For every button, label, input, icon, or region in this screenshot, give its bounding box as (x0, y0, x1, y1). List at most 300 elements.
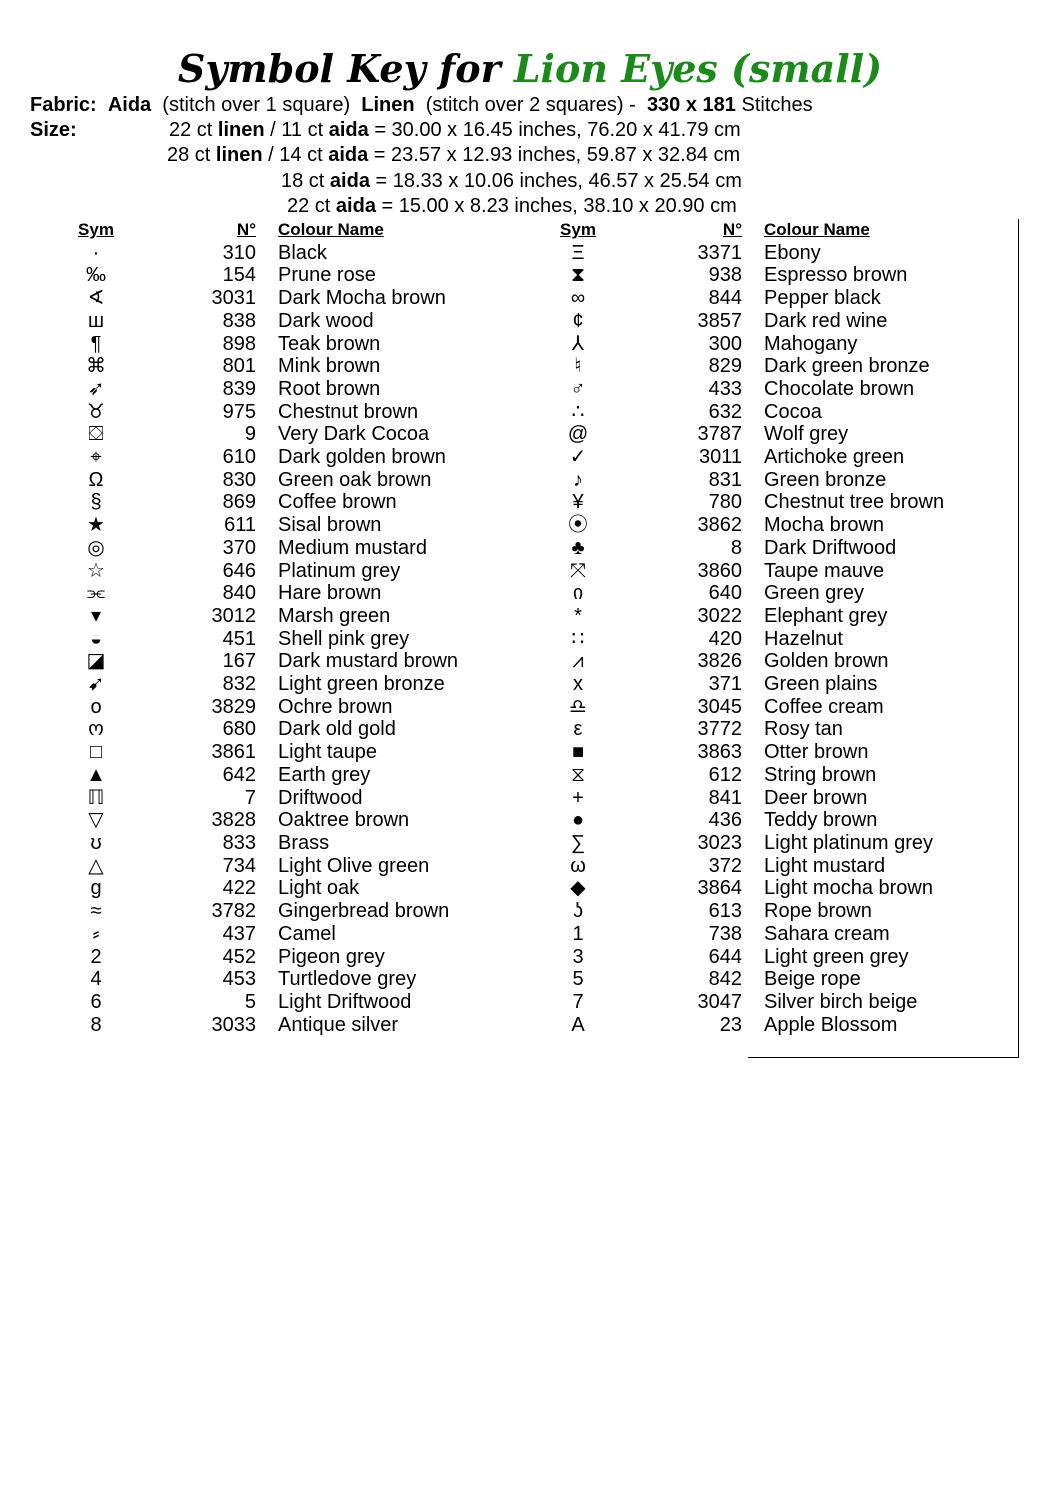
colour-number-cell: 3782 (211, 900, 256, 923)
table-row (548, 1014, 1012, 1037)
table-row (66, 242, 536, 265)
fabric-label: Fabric: (30, 94, 97, 116)
symbol-cell: ⩘ (572, 650, 584, 673)
fabric-linen: Linen (361, 94, 415, 116)
size-count: 22 ct (169, 119, 213, 141)
header-sym: Sym (560, 220, 596, 239)
symbol-cell: @ (567, 423, 589, 446)
colour-name-cell: Light taupe (278, 741, 377, 764)
symbol-cell: g (90, 877, 102, 900)
table-row (548, 423, 1012, 446)
colour-number-cell: 372 (708, 854, 742, 877)
colour-name-cell: Very Dark Cocoa (278, 423, 430, 446)
symbol-cell: ⌖ (90, 446, 102, 469)
symbol-cell: ¢ (572, 309, 584, 332)
table-row (66, 900, 536, 923)
table-row (66, 491, 536, 514)
symbol-cell: ⤧ (570, 559, 586, 582)
table-row (66, 855, 536, 878)
symbol-key-table-right (548, 219, 1012, 1036)
colour-number-cell: 436 (708, 809, 742, 832)
colour-number-cell: 680 (222, 718, 256, 741)
symbol-cell: 4 (90, 968, 102, 991)
colour-name-cell: Apple Blossom (764, 1013, 898, 1036)
size-fabric: aida (335, 195, 376, 217)
colour-number-cell: 829 (708, 355, 742, 378)
symbol-cell: ∞ (570, 287, 586, 310)
colour-name-cell: Espresso brown (764, 264, 908, 287)
symbol-cell: § (90, 491, 102, 514)
symbol-cell: ♂ (570, 377, 586, 400)
table-row (548, 718, 1012, 741)
symbol-cell: A (571, 1013, 585, 1036)
header-number: N° (236, 220, 256, 239)
colour-number-cell: 3862 (697, 514, 742, 537)
size-dimensions: = 15.00 x 8.23 inches, 38.10 x 20.90 cm (381, 195, 737, 217)
colour-name-cell: Green oak brown (278, 468, 432, 491)
table-row (66, 469, 536, 492)
colour-number-cell: 3861 (211, 741, 256, 764)
symbol-cell: ⧗ (570, 264, 586, 287)
stitch-word: Stitches (741, 94, 813, 116)
colour-name-cell: Wolf grey (764, 423, 849, 446)
colour-name-cell: Rosy tan (764, 718, 843, 741)
size-count: 28 ct (167, 144, 211, 166)
colour-number-cell: 3772 (697, 718, 742, 741)
colour-number-cell: 830 (222, 468, 256, 491)
colour-number-cell: 8 (730, 536, 742, 559)
colour-name-cell: Light Olive green (278, 854, 430, 877)
symbol-cell: ▽ (88, 809, 104, 832)
colour-name-cell: Sahara cream (764, 922, 890, 945)
colour-name-cell: Green grey (764, 582, 865, 605)
size-label (30, 118, 77, 143)
table-row (548, 946, 1012, 969)
symbol-cell: x (573, 673, 583, 696)
header-sym: Sym (78, 220, 114, 239)
symbol-cell: ε (573, 718, 583, 741)
symbol-cell: ✓ (569, 446, 587, 469)
symbol-cell: ⦿ (568, 514, 588, 537)
colour-name-cell: Light mustard (764, 854, 886, 877)
table-row (548, 968, 1012, 991)
colour-number-cell: 738 (708, 922, 742, 945)
table-row (66, 514, 536, 537)
table-row (66, 968, 536, 991)
table-row (548, 877, 1012, 900)
symbol-cell: ♪ (573, 468, 583, 491)
table-row (66, 560, 536, 583)
colour-number-cell: 844 (708, 287, 742, 310)
colour-number-cell: 3787 (697, 423, 742, 446)
size-row (287, 194, 737, 219)
symbol-cell: 3 (572, 945, 584, 968)
colour-number-cell: 801 (222, 355, 256, 378)
table-header-row (66, 219, 536, 242)
colour-number-cell: 3371 (697, 241, 742, 264)
table-row (66, 923, 536, 946)
size-fabric: linen (215, 144, 263, 166)
symbol-cell: ¥ (572, 491, 584, 514)
symbol-cell: ო (88, 718, 104, 741)
table-row (66, 355, 536, 378)
colour-name-cell: Dark mustard brown (278, 650, 459, 673)
colour-name-cell: Dark Mocha brown (278, 287, 446, 310)
symbol-cell: ∷ (571, 627, 585, 650)
table-row (548, 696, 1012, 719)
table-row (548, 923, 1012, 946)
symbol-cell: 8 (90, 1013, 102, 1036)
colour-number-cell: 3864 (697, 877, 742, 900)
colour-number-cell: 975 (222, 400, 256, 423)
symbol-cell: ⌘ (86, 355, 106, 378)
size-dimensions: = 23.57 x 12.93 inches, 59.87 x 32.84 cm (373, 144, 741, 166)
colour-number-cell: 3023 (697, 831, 742, 854)
size-dimensions: = 18.33 x 10.06 inches, 46.57 x 25.54 cm (375, 170, 742, 192)
table-row (66, 650, 536, 673)
table-row (66, 696, 536, 719)
colour-name-cell: Mink brown (278, 355, 381, 378)
colour-name-cell: Chocolate brown (764, 377, 915, 400)
table-row (66, 378, 536, 401)
colour-name-cell: Pigeon grey (278, 945, 385, 968)
symbol-cell: ● (571, 809, 585, 832)
colour-name-cell: Golden brown (764, 650, 889, 673)
colour-number-cell: 3826 (697, 650, 742, 673)
symbol-cell: ʊ (90, 831, 102, 854)
table-row (548, 787, 1012, 810)
colour-name-cell: Green bronze (764, 468, 887, 491)
table-row (66, 310, 536, 333)
colour-number-cell: 370 (222, 536, 256, 559)
size-fabric: linen (217, 119, 265, 141)
size-row (281, 169, 742, 194)
colour-number-cell: 3860 (697, 559, 742, 582)
header-colour-name: Colour Name (278, 220, 384, 239)
colour-name-cell: Chestnut tree brown (764, 491, 945, 514)
colour-name-cell: Driftwood (278, 786, 363, 809)
table-header-row (548, 219, 1012, 242)
fabric-linen-note: (stitch over 2 squares) - (425, 94, 636, 116)
colour-number-cell: 310 (222, 241, 256, 264)
symbol-cell: ∴ (571, 400, 585, 423)
symbol-cell: ♣ (571, 536, 585, 559)
symbol-cell: ◎ (87, 536, 105, 559)
symbol-cell: ◒ (89, 627, 103, 650)
table-row (548, 491, 1012, 514)
colour-number-cell: 154 (222, 264, 256, 287)
colour-number-cell: 23 (719, 1013, 742, 1036)
colour-name-cell: Antique silver (278, 1013, 399, 1036)
symbol-cell: ʖ (573, 900, 583, 923)
header-colour-name: Colour Name (764, 220, 870, 239)
colour-number-cell: 838 (222, 309, 256, 332)
colour-name-cell: Marsh green (278, 604, 391, 627)
colour-number-cell: 3012 (211, 604, 256, 627)
header-number: N° (722, 220, 742, 239)
symbol-cell: ⸗ (92, 922, 100, 945)
size-count: 18 ct (281, 170, 325, 192)
colour-number-cell: 646 (222, 559, 256, 582)
colour-number-cell: 841 (708, 786, 742, 809)
colour-name-cell: Teddy brown (764, 809, 878, 832)
table-row (548, 809, 1012, 832)
colour-name-cell: Coffee brown (278, 491, 397, 514)
size-fabric: aida (328, 119, 369, 141)
page-title (0, 44, 1060, 94)
colour-number-cell: 3857 (697, 309, 742, 332)
symbol-cell: ∑ (570, 831, 586, 854)
table-row (66, 718, 536, 741)
colour-number-cell: 938 (708, 264, 742, 287)
colour-number-cell: 451 (222, 627, 256, 650)
colour-number-cell: 3828 (211, 809, 256, 832)
colour-name-cell: Green plains (764, 673, 878, 696)
colour-name-cell: Light green bronze (278, 673, 445, 696)
size-separator: / (268, 144, 274, 166)
colour-name-cell: Taupe mauve (764, 559, 885, 582)
colour-number-cell: 831 (708, 468, 742, 491)
colour-name-cell: Turtledove grey (278, 968, 417, 991)
size-label-text: Size: (30, 119, 77, 141)
table-row (66, 446, 536, 469)
colour-name-cell: Light platinum grey (764, 831, 933, 854)
colour-number-cell: 420 (708, 627, 742, 650)
colour-name-cell: Light oak (278, 877, 360, 900)
colour-number-cell: 642 (222, 763, 256, 786)
symbol-cell: 1 (572, 922, 584, 945)
colour-name-cell: Dark golden brown (278, 446, 446, 469)
colour-name-cell: Mocha brown (764, 514, 885, 537)
colour-name-cell: Deer brown (764, 786, 868, 809)
table-row (66, 787, 536, 810)
symbol-cell: ⛋ (88, 423, 104, 446)
table-row (548, 991, 1012, 1014)
size-row (167, 143, 740, 168)
table-row (548, 650, 1012, 673)
table-row (548, 764, 1012, 787)
table-row (66, 877, 536, 900)
colour-name-cell: Teak brown (278, 332, 381, 355)
size-count: 22 ct (287, 195, 331, 217)
colour-name-cell: Medium mustard (278, 536, 427, 559)
table-row (66, 673, 536, 696)
symbol-cell: ♮ (574, 355, 582, 378)
size-separator: / (270, 119, 276, 141)
table-row (66, 628, 536, 651)
table-row (548, 514, 1012, 537)
colour-number-cell: 898 (222, 332, 256, 355)
symbol-cell: △ (88, 854, 104, 877)
stitch-count: 330 x 181 (646, 94, 736, 116)
colour-name-cell: Prune rose (278, 264, 376, 287)
table-row (548, 355, 1012, 378)
colour-number-cell: 840 (222, 582, 256, 605)
table-row (66, 287, 536, 310)
colour-name-cell: Oaktree brown (278, 809, 410, 832)
table-row (548, 605, 1012, 628)
colour-number-cell: 7 (244, 786, 256, 809)
colour-name-cell: Cocoa (764, 400, 822, 423)
table-row (66, 764, 536, 787)
colour-number-cell: 612 (708, 763, 742, 786)
symbol-cell: * (574, 604, 582, 627)
table-row (548, 855, 1012, 878)
symbol-cell: ⫘ (87, 582, 105, 605)
symbol-cell: ➹ (87, 673, 105, 696)
symbol-cell: ‰ (86, 264, 106, 287)
colour-name-cell: Dark red wine (764, 309, 888, 332)
colour-name-cell: String brown (764, 763, 877, 786)
table-row (548, 446, 1012, 469)
symbol-cell: □ (89, 741, 103, 764)
colour-number-cell: 3022 (697, 604, 742, 627)
table-row (548, 242, 1012, 265)
colour-name-cell: Chestnut brown (278, 400, 419, 423)
colour-number-cell: 842 (708, 968, 742, 991)
symbol-cell: 6 (90, 990, 102, 1013)
colour-number-cell: 3033 (211, 1013, 256, 1036)
size-count: 11 ct (281, 119, 324, 141)
colour-number-cell: 3047 (697, 990, 742, 1013)
colour-name-cell: Light green grey (764, 945, 909, 968)
symbol-cell: ☆ (87, 559, 105, 582)
colour-number-cell: 734 (222, 854, 256, 877)
symbol-cell: ▲ (86, 763, 106, 786)
colour-number-cell: 433 (708, 377, 742, 400)
colour-name-cell: Earth grey (278, 763, 371, 786)
symbol-cell: 2 (90, 945, 102, 968)
symbol-cell: ⧖ (570, 763, 586, 786)
colour-number-cell: 371 (708, 673, 742, 696)
colour-name-cell: Brass (278, 831, 330, 854)
table-row (548, 469, 1012, 492)
colour-number-cell: 780 (708, 491, 742, 514)
colour-name-cell: Gingerbread brown (278, 900, 450, 923)
colour-number-cell: 300 (708, 332, 742, 355)
size-fabric: aida (328, 144, 369, 166)
colour-number-cell: 832 (222, 673, 256, 696)
colour-number-cell: 437 (222, 922, 256, 945)
size-dimensions: = 30.00 x 16.45 inches, 76.20 x 41.79 cm (374, 119, 741, 141)
colour-name-cell: Ebony (764, 241, 821, 264)
colour-name-cell: Pepper black (764, 287, 881, 310)
colour-number-cell: 9 (244, 423, 256, 446)
fabric-line (30, 93, 813, 118)
colour-name-cell: Shell pink grey (278, 627, 410, 650)
fabric-aida: Aida (107, 94, 152, 116)
symbol-cell: o (90, 695, 102, 718)
table-row (66, 537, 536, 560)
colour-name-cell: Elephant grey (764, 604, 888, 627)
colour-number-cell: 167 (222, 650, 256, 673)
symbol-cell: ω (570, 854, 586, 877)
table-row (66, 946, 536, 969)
colour-number-cell: 3829 (211, 695, 256, 718)
symbol-cell: ▾ (90, 604, 102, 627)
table-row (548, 560, 1012, 583)
table-row (548, 287, 1012, 310)
table-row (548, 537, 1012, 560)
size-row (169, 118, 741, 143)
colour-name-cell: Hazelnut (764, 627, 843, 650)
colour-name-cell: Beige rope (764, 968, 861, 991)
table-row (66, 832, 536, 855)
table-frame-right-border (1018, 219, 1019, 1057)
table-row (66, 809, 536, 832)
colour-number-cell: 5 (244, 990, 256, 1013)
symbol-cell: 5 (572, 968, 584, 991)
title-prefix: Symbol Key for (177, 46, 501, 91)
colour-number-cell: 422 (222, 877, 256, 900)
table-row (548, 832, 1012, 855)
table-row (66, 605, 536, 628)
table-row (548, 900, 1012, 923)
title-pattern-name: Lion Eyes (small) (513, 46, 883, 91)
symbol-cell: ℿ (87, 786, 105, 809)
table-row (66, 423, 536, 446)
colour-name-cell: Root brown (278, 377, 381, 400)
table-row (548, 310, 1012, 333)
colour-name-cell: Black (278, 241, 327, 264)
colour-name-cell: Artichoke green (764, 446, 905, 469)
colour-number-cell: 839 (222, 377, 256, 400)
colour-name-cell: Rope brown (764, 900, 872, 923)
colour-name-cell: Dark wood (278, 309, 374, 332)
symbol-cell: ◪ (86, 650, 106, 673)
table-row (66, 401, 536, 424)
colour-name-cell: Dark green bronze (764, 355, 930, 378)
symbol-cell: ≈ (90, 900, 102, 923)
table-row (548, 401, 1012, 424)
colour-name-cell: Ochre brown (278, 695, 393, 718)
colour-number-cell: 644 (708, 945, 742, 968)
symbol-cell: ★ (87, 514, 105, 537)
table-frame-bottom-border (748, 1057, 1019, 1058)
colour-name-cell: Otter brown (764, 741, 869, 764)
table-row (66, 1014, 536, 1037)
table-row (548, 378, 1012, 401)
table-row (548, 264, 1012, 287)
symbol-cell: ♎ (569, 695, 587, 718)
symbol-cell: ш (87, 309, 105, 332)
table-row (548, 741, 1012, 764)
symbol-cell: ➶ (87, 377, 105, 400)
colour-number-cell: 3863 (697, 741, 742, 764)
colour-name-cell: Coffee cream (764, 695, 884, 718)
colour-name-cell: Platinum grey (278, 559, 401, 582)
colour-name-cell: Silver birch beige (764, 990, 918, 1013)
table-row (66, 582, 536, 605)
colour-number-cell: 613 (708, 900, 742, 923)
colour-number-cell: 640 (708, 582, 742, 605)
colour-number-cell: 611 (224, 514, 256, 537)
table-row (66, 333, 536, 356)
symbol-cell: ი (572, 582, 584, 605)
table-row (66, 991, 536, 1014)
colour-name-cell: Mahogany (764, 332, 858, 355)
symbol-cell: ◆ (570, 877, 586, 900)
symbol-cell: ∢ (87, 287, 105, 310)
symbol-cell: ⅄ (571, 332, 585, 355)
symbol-cell: ■ (571, 741, 585, 764)
colour-number-cell: 3011 (698, 446, 742, 469)
symbol-cell: ♉ (87, 400, 105, 423)
size-fabric: aida (329, 170, 370, 192)
table-row (66, 741, 536, 764)
symbol-cell: Ξ (571, 241, 585, 264)
size-count: 14 ct (279, 144, 323, 166)
